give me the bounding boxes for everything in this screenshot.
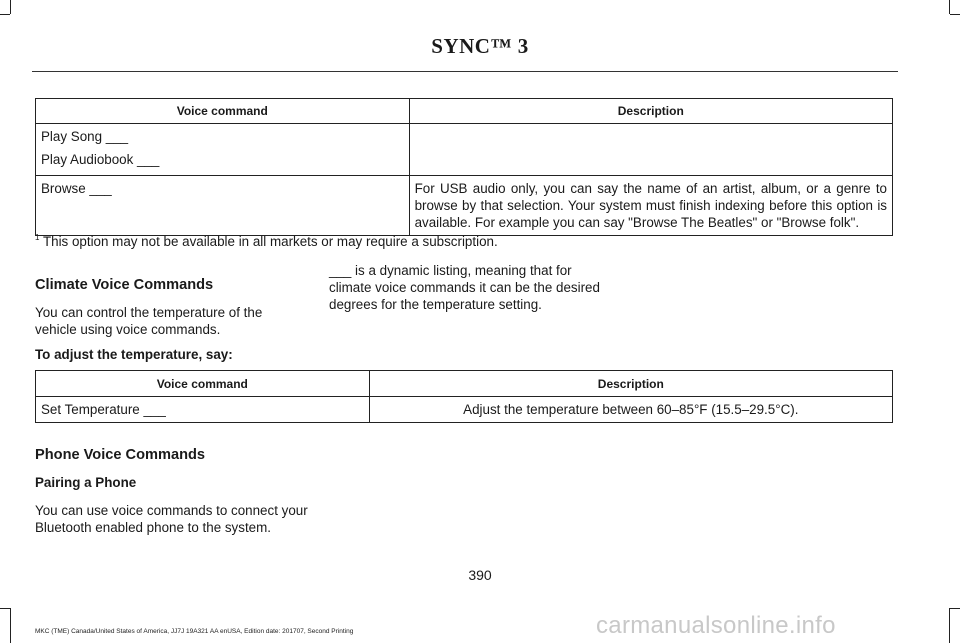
section-heading-phone: Phone Voice Commands [35, 447, 206, 463]
watermark: carmanualsonline.info [596, 612, 836, 639]
description-cell: For USB audio only, you can say the name of an artist, album, or a genre to browse by that selection. Your system must finish indexing before this option is available. For example you can say "Browse The Beatles" or "Browse folk". [409, 176, 892, 236]
command-cell [36, 124, 410, 176]
description-cell: Adjust the temperature between 60–85°F (15.5–29.5°C). [369, 397, 892, 423]
crop-mark [0, 608, 10, 609]
temperature-subheading: To adjust the temperature, say: [35, 347, 233, 362]
header-rule [32, 71, 898, 72]
page-number: 390 [468, 567, 492, 583]
footer-edition-line: MKC (TME) Canada/United States of America, JJ7J 19A321 AA enUSA, Edition date: 201707, Second Printing [35, 628, 354, 635]
command-cell: Set Temperature ___ [36, 397, 370, 423]
crop-mark [950, 14, 960, 15]
description-cell [409, 124, 892, 176]
crop-mark [10, 608, 11, 643]
table-row [36, 124, 893, 176]
phone-intro: You can use voice commands to connect your Bluetooth enabled phone to the system. [35, 503, 308, 535]
page-header: SYNC™ 3 [431, 34, 529, 58]
table-header-row [36, 371, 893, 397]
crop-mark [950, 608, 960, 609]
climate-note: ___ is a dynamic listing, meaning that for climate voice commands it can be the desired degrees for the temperature setting. [329, 263, 600, 312]
crop-mark [949, 608, 950, 643]
column-header-description: Description [409, 99, 892, 124]
command-text: Browse ___ [41, 181, 112, 196]
footnote [35, 234, 498, 249]
voice-command-table [35, 98, 893, 236]
crop-mark [949, 0, 950, 14]
climate-intro: You can control the temperature of the vehicle using voice commands. [35, 305, 263, 337]
table-row [36, 176, 893, 236]
table-row [36, 397, 893, 423]
section-heading-climate: Climate Voice Commands [35, 277, 214, 293]
command-text: Play Song ___ [41, 129, 129, 144]
command-cell [36, 176, 410, 236]
footnote-marker: 1 [35, 233, 40, 242]
table-header-row [36, 99, 893, 124]
temperature-command-table [35, 370, 893, 423]
crop-mark [0, 14, 10, 15]
footnote-text: This option may not be available in all markets or may require a subscription. [42, 234, 498, 249]
pairing-subheading: Pairing a Phone [35, 475, 137, 490]
column-header-command: Voice command [36, 99, 410, 124]
crop-mark [10, 0, 11, 14]
column-header-description: Description [369, 371, 892, 397]
column-header-command: Voice command [36, 371, 370, 397]
command-text: Play Audiobook ___ [41, 152, 160, 167]
